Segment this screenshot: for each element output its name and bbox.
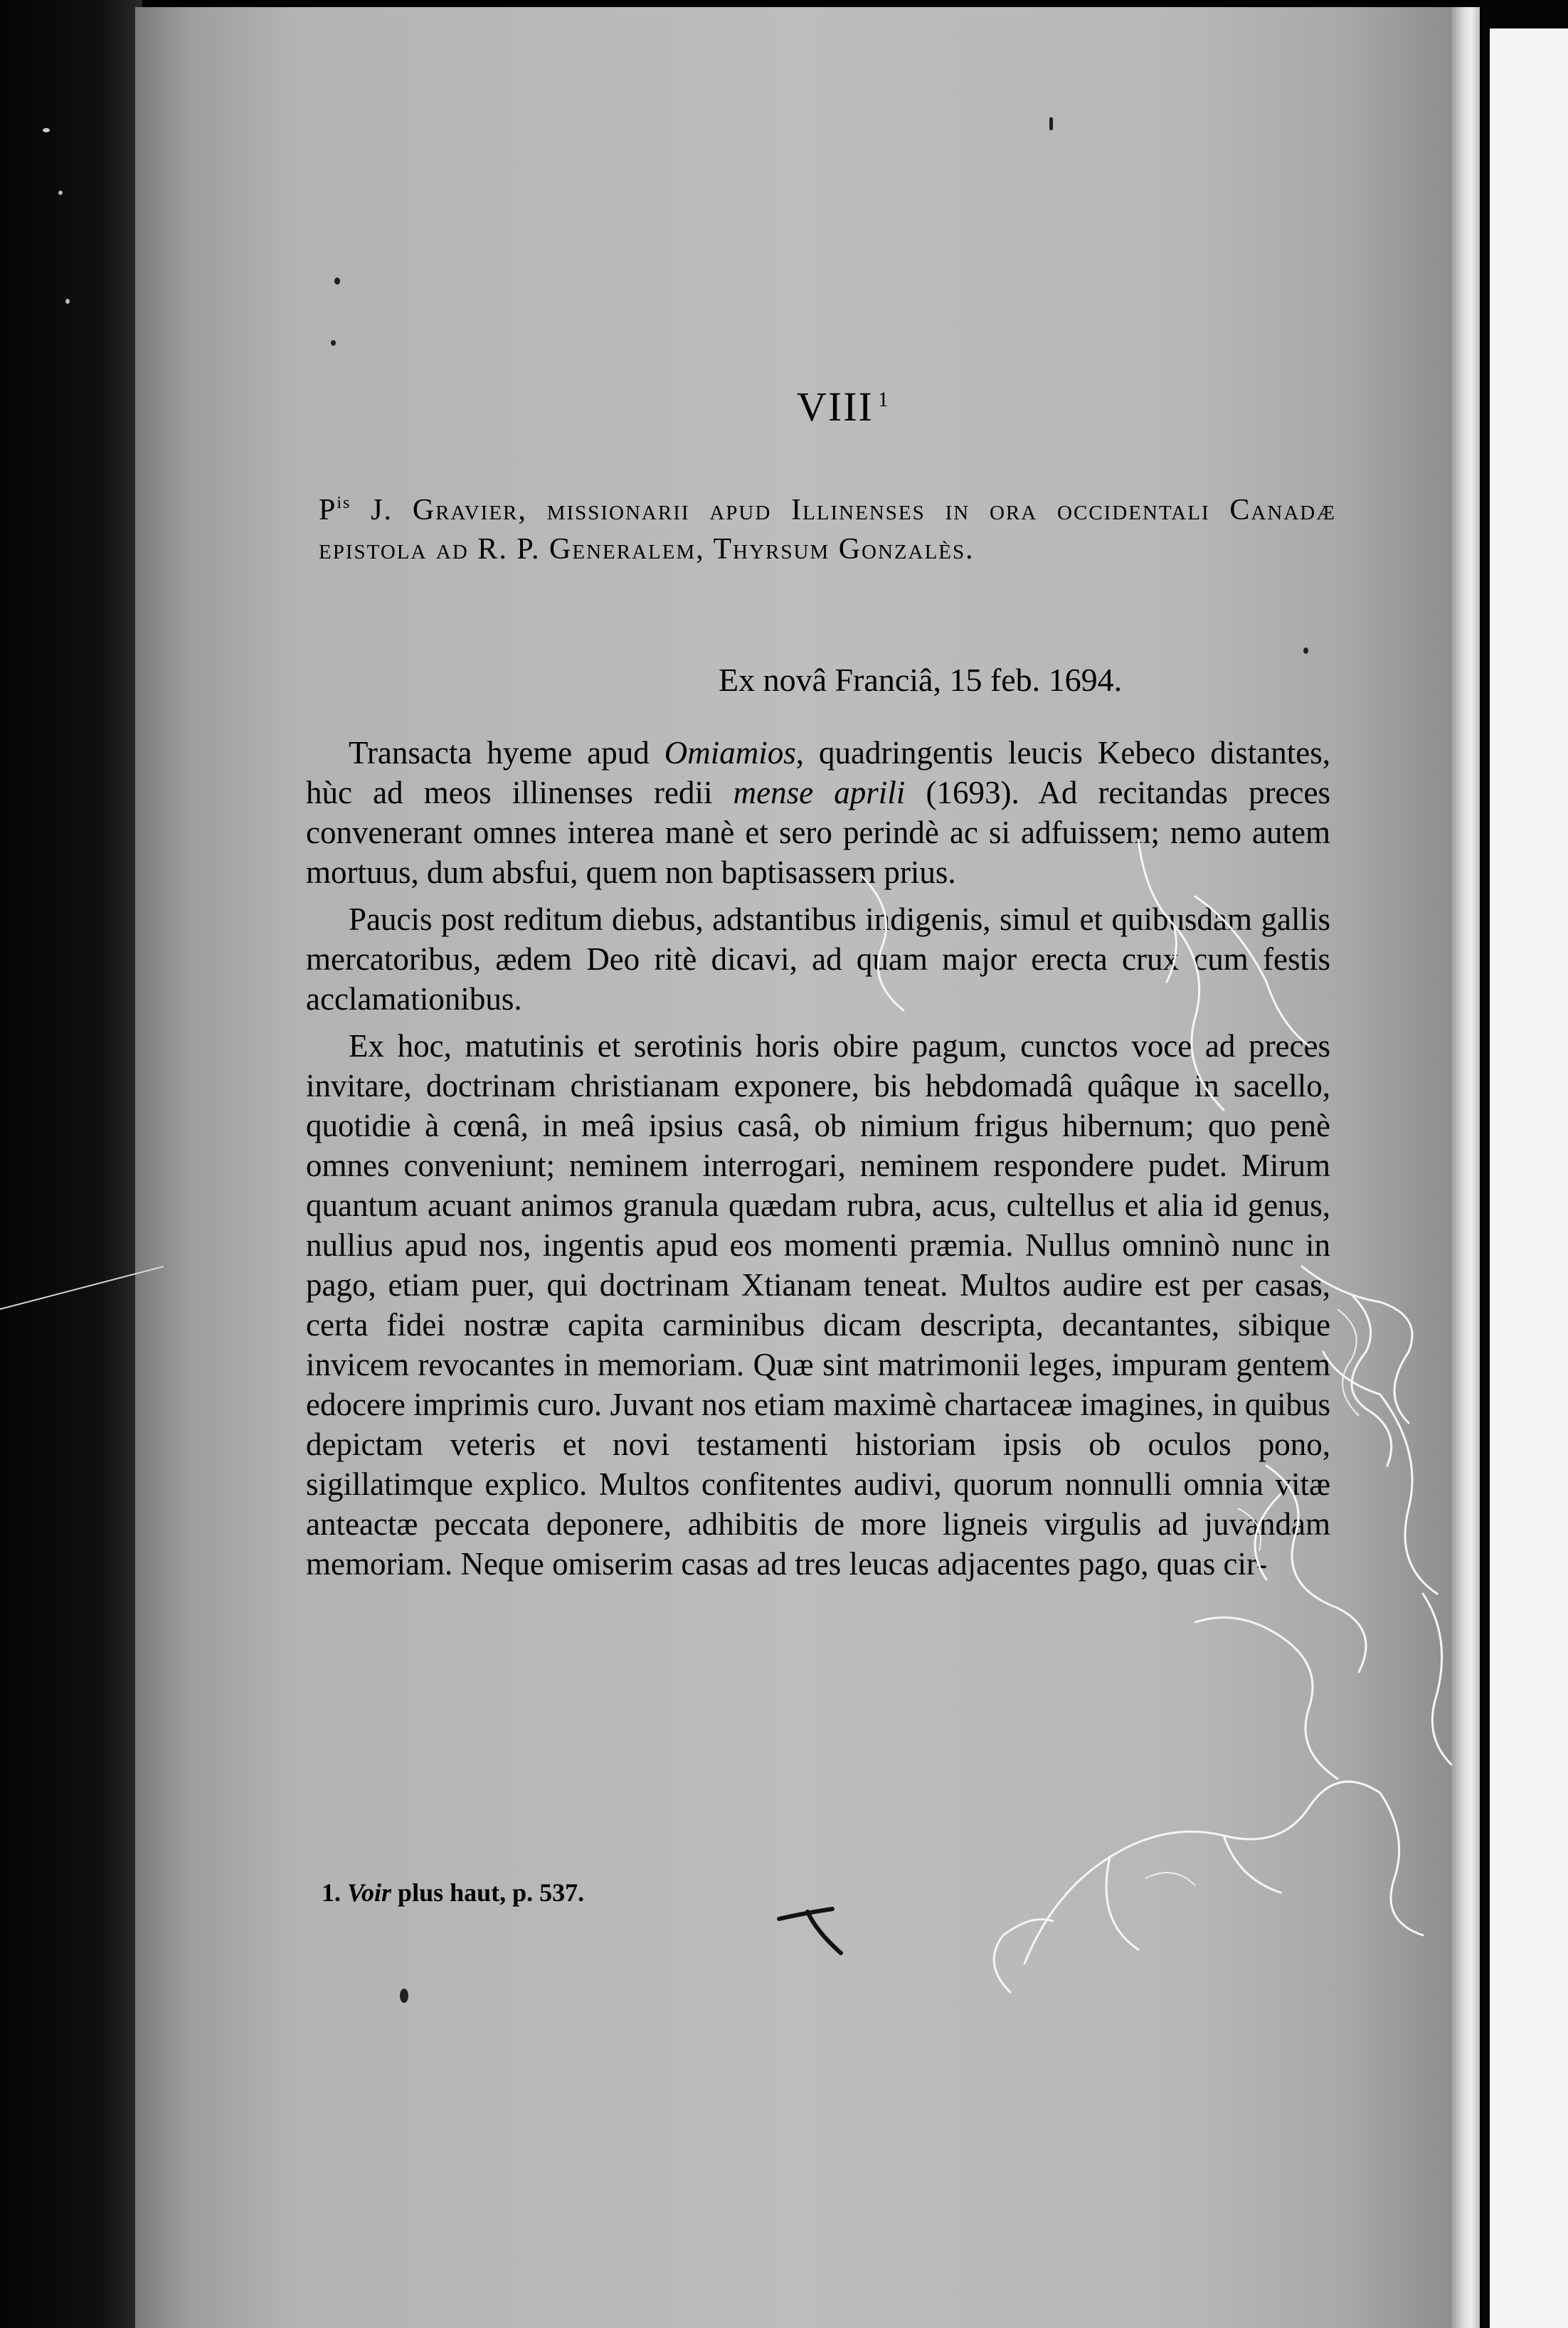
italic-term: Omiamios (664, 735, 796, 771)
dust-speck (1049, 117, 1053, 130)
scan-left-margin (0, 0, 142, 2328)
handwritten-cross-mark (775, 1903, 847, 1960)
italic-term: mense aprili (733, 775, 906, 810)
dust-speck (65, 299, 70, 304)
paragraph: Ex hoc, matutinis et serotinis horis obire pagum, cunctos voce ad preces invitare, doctrinam christianam exponere, bis hebdomadâ quâque in sacello, quotidie à cœnâ, in meâ ipsius casâ, ob nimium frigus hibernum; quo penè omnes conveniunt; neminem interrogari, neminem respondere pudet. Mirum quantum acuant animos granula quædam rubra, acus, cultellus et alia id genus, nullius apud nos, ingentis apud eos momenti præmia. Nullus omninò nunc in pago, etiam puer, qui doctrinam Xtianam teneat. Multos audire est per casas, certa fidei nostræ capita carminibus dicam descripta, decantantes, sibique invicem revocantes in memoriam. Quæ sint matrimonii leges, impuram gentem edocere imprimis curo. Juvant nos etiam maximè chartaceæ imagines, in quibus depictam veteris et novi testamenti historiam ipsis ob oculos pono, sigillatimque explico. Multos confitentes audivi, quorum nonnulli omnia vitæ anteactæ peccata deponere, adhibitis de more ligneis virgulis ad juvandam memoriam. Neque omiserim casas ad tres leucas adjacentes pago, quas cir- (306, 1028, 1330, 1582)
dust-speck (331, 340, 336, 346)
footnote (322, 1877, 962, 1908)
dust-speck (400, 1989, 408, 2003)
letter-title (319, 484, 1336, 569)
paragraph-text: Transacta hyeme apud (349, 735, 664, 771)
paragraph-text: , quadringentis leucis Kebeco distantes, hùc ad meos illinenses redii (306, 735, 1330, 810)
section-numeral: VIII (797, 383, 874, 430)
adjacent-page-edge (1490, 28, 1568, 2328)
footnote-text: plus haut, p. 537. (391, 1878, 585, 1907)
dust-speck (1303, 647, 1308, 654)
title-prefix-superscript: is (337, 494, 351, 512)
dateline: Ex novâ Franciâ, 15 feb. 1694. (719, 662, 1123, 698)
page-fold-edge (1451, 7, 1480, 2328)
scan-scratch (0, 1259, 171, 1316)
title-text: J. Gravier, missionarii apud Illinenses in ora occidentali Canadæ epistola ad R. P. Generalem, Thyrsum Gonzalès. (319, 494, 1336, 566)
footnote-italic: Voir (347, 1878, 392, 1907)
footnote-reference: 1 (877, 388, 890, 411)
section-heading (797, 379, 1010, 428)
dust-speck (334, 277, 340, 285)
paragraph (306, 733, 1330, 892)
dust-speck (43, 128, 50, 132)
dust-speck (58, 191, 63, 195)
paragraph: Paucis post reditum diebus, adstantibus indigenis, simul et quibusdam gallis mercatoribus, ædem Deo ritè dicavi, ad quam major erecta crux cum festis acclamationibus. (306, 901, 1330, 1017)
letter-body (306, 733, 1330, 1584)
footnote-number: 1. (322, 1878, 341, 1907)
title-prefix: P (319, 494, 337, 527)
paragraph-text: (1693). Ad recitandas preces convenerant omnes interea manè et sero perindè ac si adfuissem; nemo autem mortuus, dum absfui, quem non baptisassem prius. (306, 775, 1330, 890)
